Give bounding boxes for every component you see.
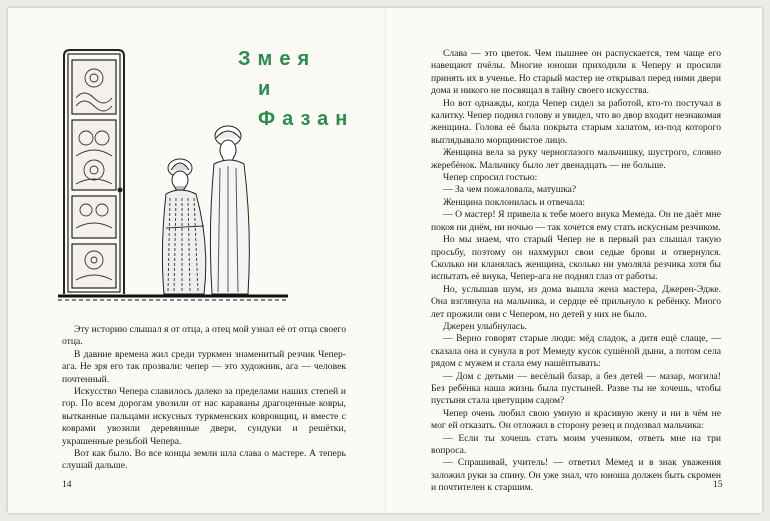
paragraph: Искусство Чепера славилось далеко за пределами наших степей и гор. По всем дорогам увозили от нас караваны драгоценные ковры, вытканные пальцами искусных туркменских ковровщиц, и вместе с коврами увозили деревянные двери, сундуки и решётки, украшенные резьбой Чепера. [62, 386, 346, 447]
dialogue-line: — За чем пожаловала, матушка? [443, 184, 577, 196]
paragraph: Эту историю слышал я от отца, а отец мой узнал её от отца своего отца. [62, 324, 346, 348]
carved-door [64, 50, 124, 294]
paragraph: Слава — это цветок. Чем пышнее он распускается, тем чаще его навещают пчёлы. Многие юноши приходили к Чеперу и просили принять их в ученье. Но старый мастер не открывал перед ними двери дома и никого не посвящал в тайну своего искусства. [431, 48, 721, 97]
paragraph: Но, услышав шум, из дома вышла жена мастера, Джерен-Эдже. Она взглянула на мальчика, и сердце её прильнуло к ребёнку. Много лет прожили они с Чепером, но детей у них не было. [431, 283, 721, 320]
paragraph: Женщина поклонилась и отвечала: [443, 196, 586, 208]
title-line-1: Змея [238, 48, 317, 70]
figure-master-turban [210, 126, 249, 294]
page-number-left: 14 [62, 479, 72, 490]
page-number-right: 15 [713, 479, 723, 490]
ground-line [58, 296, 288, 300]
figure-elder-robe [162, 159, 205, 294]
dialogue-line: — Спрашивай, учитель! — ответил Мемед и в знак уважения заложил руки за спину. Он уже знал, что юноша должен быть скромен и почтителен к старшим. [431, 457, 721, 494]
paragraph: Чепер спросил гостью: [443, 172, 538, 184]
paragraph: Женщина вела за руку черноглазого мальчишку, шустрого, словно жеребёнок. Мальчику было лет двенадцать — не больше. [431, 147, 721, 171]
paragraph: Джерен улыбнулась. [443, 320, 527, 332]
dialogue-line: — Если ты хочешь стать моим учеником, ответь мне на три вопроса. [431, 432, 721, 456]
story-title [238, 44, 358, 134]
book-spread [8, 8, 762, 513]
paragraph: Но мы знаем, что старый Чепер не в первый раз слышал такую просьбу, поэтому он нахмурил свои седые брови и отвернулся. Сколько ни кланялась женщина, сколько ни умоляла резчика хотя бы испытать её внука, Чепер-ага не поднял глаз от работы. [431, 234, 721, 283]
dialogue-line: — О мастер! Я привела к тебе моего внука Мемеда. Он не даёт мне покоя ни днём, ни ночью — так хочется ему стать искусным резчиком. [431, 209, 721, 233]
paragraph: Вот как было. Во все концы земли шла слава о мастере. А теперь слушай дальше. [62, 448, 346, 472]
dialogue-line: — Дом с детьми — весёлый базар, а без детей — мазар, могила! Без ребёнка наша жизнь была пустыней. Разве ты не хочешь, чтобы пустыня стала цветущим садом? [431, 370, 721, 407]
left-page-text [62, 324, 346, 473]
title-line-2: и Фазан [258, 78, 355, 130]
paragraph: Но вот однажды, когда Чепер сидел за работой, кто-то постучал в калитку. Чепер поднял голову и увидел, что во двор входит незнакомая женщина. Голова её была покрыта старым халатом, из-под которого выглядывало морщинистое лицо. [431, 97, 721, 146]
paragraph: В давние времена жил среди туркмен знаменитый резчик Чепер-ага. Не зря его так прозвали: чепер — это художник, ага — человек почтенный. [62, 348, 346, 385]
right-page-text [431, 48, 721, 495]
paragraph: Чепер очень любил свою умную и красивую жену и ни в чём не мог ей отказать. Он отложил в сторону резец и подозвал мальчика: [431, 407, 721, 432]
dialogue-line: — Верно говорят старые люди: мёд сладок, а дитя ещё слаще, — сказала она и сунула в рот Мемеду кусок сушёной дыни, а потом села рядом с мужем и стала ему нашёптывать: [431, 333, 721, 370]
left-page [8, 8, 385, 513]
